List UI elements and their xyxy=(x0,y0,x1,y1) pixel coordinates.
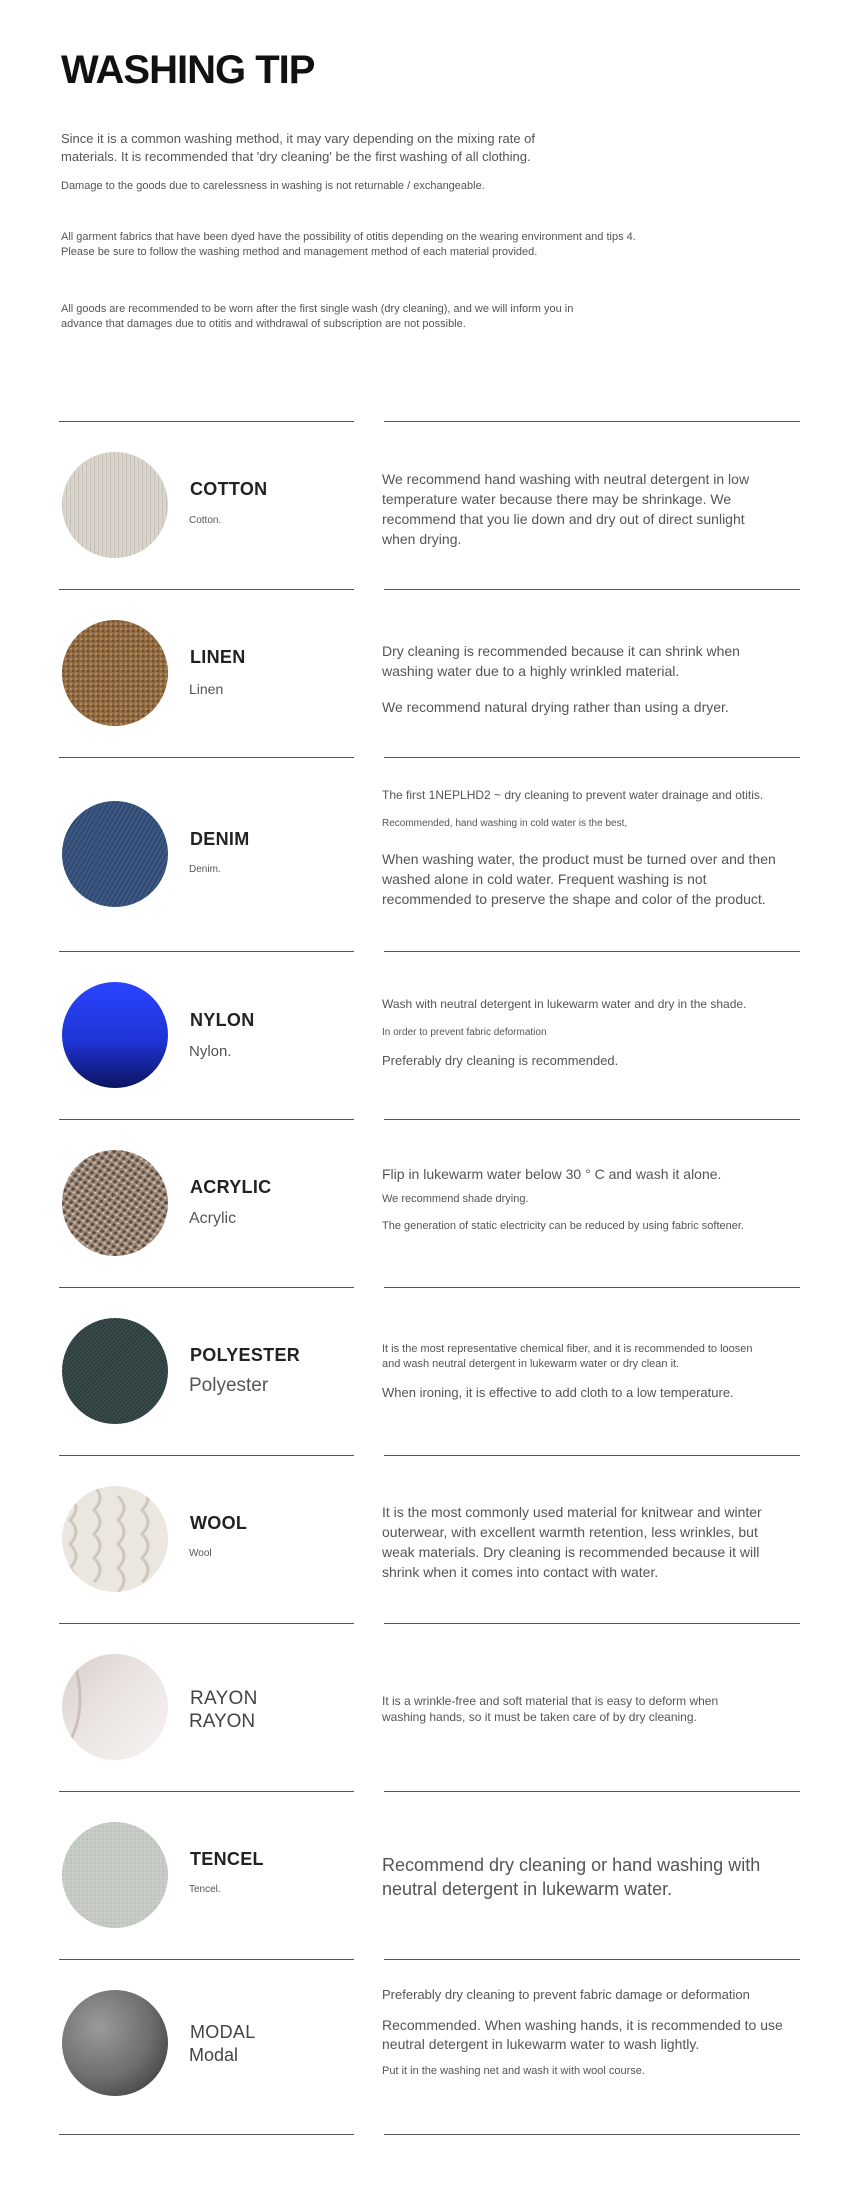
care-instruction: Preferably dry cleaning is recommended. xyxy=(382,1053,619,1068)
divider-left xyxy=(59,1119,354,1120)
linen-swatch-image xyxy=(62,620,168,726)
material-name: COTTON xyxy=(190,479,268,499)
material-subname: Wool xyxy=(189,1548,212,1559)
care-instruction: When ironing, it is effective to add cloth to a low temperature. xyxy=(382,1385,734,1400)
divider-left xyxy=(59,421,354,422)
care-instruction: Wash with neutral detergent in lukewarm water and dry in the shade. xyxy=(382,997,747,1011)
intro-main-text: Since it is a common washing method, it may vary depending on the mixing rate of materials. It is recommended that 'dry cleaning' be the first washing of all clothing. xyxy=(61,131,536,164)
divider-right xyxy=(384,1119,800,1120)
rayon-swatch-image xyxy=(62,1654,168,1760)
material-description xyxy=(382,996,802,1070)
material-row-linen xyxy=(0,589,860,757)
tencel-swatch-image xyxy=(62,1822,168,1928)
care-instruction: We recommend shade drying. xyxy=(382,1193,529,1205)
divider-right xyxy=(384,1791,800,1792)
material-row-denim xyxy=(0,757,860,951)
modal-swatch-image xyxy=(62,1990,168,2096)
divider-left xyxy=(59,1623,354,1624)
material-description xyxy=(382,1502,777,1582)
cotton-swatch-image xyxy=(62,452,168,558)
intro-dyed-text: All garment fabrics that have been dyed have the possibility of otitis depending on the wearing environment and tips 4. Please be sure to follow the washing method and management method of each material provided. xyxy=(61,231,636,258)
material-name: TENCEL xyxy=(190,1849,264,1869)
divider-left xyxy=(59,589,354,590)
care-instruction: We recommend natural drying rather than using a dryer. xyxy=(382,699,729,715)
divider-left xyxy=(59,2134,354,2135)
divider-left xyxy=(59,1287,354,1288)
material-name: POLYESTER xyxy=(190,1345,301,1365)
wool-swatch-image xyxy=(62,1486,168,1592)
material-name: LINEN xyxy=(190,647,246,667)
material-description xyxy=(382,787,802,909)
material-subname: Linen xyxy=(189,681,224,697)
material-row-cotton xyxy=(0,421,860,589)
material-description xyxy=(382,1693,762,1725)
divider-right xyxy=(384,589,800,590)
divider-left xyxy=(59,1791,354,1792)
care-instruction: Recommend dry cleaning or hand washing with neutral detergent in lukewarm water. xyxy=(382,1855,761,1899)
care-instruction: Put it in the washing net and wash it with wool course. xyxy=(382,2065,645,2077)
divider-right xyxy=(384,1455,800,1456)
material-subname: Denim. xyxy=(189,864,221,875)
intro-damage-text: Damage to the goods due to carelessness in washing is not returnable / exchangeable. xyxy=(61,180,485,192)
polyester-swatch-image xyxy=(62,1318,168,1424)
material-row-tencel xyxy=(0,1791,860,1959)
care-instruction: Flip in lukewarm water below 30 ° C and wash it alone. xyxy=(382,1166,722,1182)
divider-right xyxy=(384,1287,800,1288)
page-title: WASHING TIP xyxy=(61,48,315,92)
material-subname: Polyester xyxy=(189,1375,269,1396)
material-description xyxy=(382,1164,802,1234)
material-description xyxy=(382,641,762,717)
divider-right xyxy=(384,951,800,952)
material-description xyxy=(382,1986,802,2079)
material-description xyxy=(382,469,772,549)
material-row-wool xyxy=(0,1455,860,1623)
care-instruction: When washing water, the product must be turned over and then washed alone in cold water. Frequent washing is not recommended to preserve the shape and color of the product. xyxy=(382,851,776,907)
material-description xyxy=(382,1853,767,1901)
material-name: MODAL xyxy=(190,2022,256,2042)
care-instruction: It is a wrinkle-free and soft material that is easy to deform when washing hands, so it must be taken care of by dry cleaning. xyxy=(382,1694,719,1724)
material-row-polyester xyxy=(0,1287,860,1455)
divider-left xyxy=(59,1455,354,1456)
material-subname: Tencel. xyxy=(189,1884,221,1895)
material-name: ACRYLIC xyxy=(190,1177,272,1197)
divider-right xyxy=(384,2134,800,2135)
material-row-rayon xyxy=(0,1623,860,1791)
care-instruction: The first 1NEPLHD2 ~ dry cleaning to prevent water drainage and otitis. xyxy=(382,788,764,802)
divider-right xyxy=(384,757,800,758)
divider-left xyxy=(59,951,354,952)
care-instruction: Dry cleaning is recommended because it can shrink when washing water due to a highly wrinkled material. xyxy=(382,643,740,679)
care-instruction: It is the most representative chemical fiber, and it is recommended to loosen and wash neutral detergent in lukewarm water or dry clean it. xyxy=(382,1343,753,1370)
care-instruction: Recommended, hand washing in cold water is the best, xyxy=(382,818,628,829)
intro-first-wash-text: All goods are recommended to be worn after the first single wash (dry cleaning), and we will inform you in advance that damages due to otitis and withdrawal of subscription are not possible. xyxy=(61,303,574,330)
acrylic-swatch-image xyxy=(62,1150,168,1256)
material-subname: RAYON xyxy=(189,1711,256,1732)
material-subname: Nylon. xyxy=(189,1043,232,1060)
care-instruction: Recommended. When washing hands, it is recommended to use neutral detergent in lukewarm water to wash lightly. xyxy=(382,2017,783,2052)
material-row-modal xyxy=(0,1959,860,2135)
divider-right xyxy=(384,1959,800,1960)
care-instruction: It is the most commonly used material for knitwear and winter outerwear, with excellent warmth retention, less wrinkles, but weak materials. Dry cleaning is recommended because it will shrink when it comes into contact with water. xyxy=(382,1504,762,1580)
nylon-swatch-image xyxy=(62,982,168,1088)
divider-right xyxy=(384,421,800,422)
material-subname: Acrylic xyxy=(189,1210,237,1227)
material-subname: Modal xyxy=(189,2045,239,2065)
material-name: RAYON xyxy=(190,1688,258,1709)
material-name: DENIM xyxy=(190,829,250,849)
material-name: WOOL xyxy=(190,1513,248,1533)
care-instruction: The generation of static electricity can be reduced by using fabric softener. xyxy=(382,1220,744,1232)
material-name: NYLON xyxy=(190,1010,255,1030)
care-instruction: We recommend hand washing with neutral detergent in low temperature water because there may be shrinkage. We recommend that you lie down and dry out of direct sunlight when drying. xyxy=(382,471,750,547)
care-instruction: Preferably dry cleaning to prevent fabric damage or deformation xyxy=(382,1987,750,2002)
material-row-nylon xyxy=(0,951,860,1119)
divider-left xyxy=(59,1959,354,1960)
denim-swatch-image xyxy=(62,801,168,907)
care-instruction: In order to prevent fabric deformation xyxy=(382,1027,547,1038)
material-subname: Cotton. xyxy=(189,515,222,526)
divider-left xyxy=(59,757,354,758)
material-row-acrylic xyxy=(0,1119,860,1287)
divider-right xyxy=(384,1623,800,1624)
material-description xyxy=(382,1342,767,1402)
